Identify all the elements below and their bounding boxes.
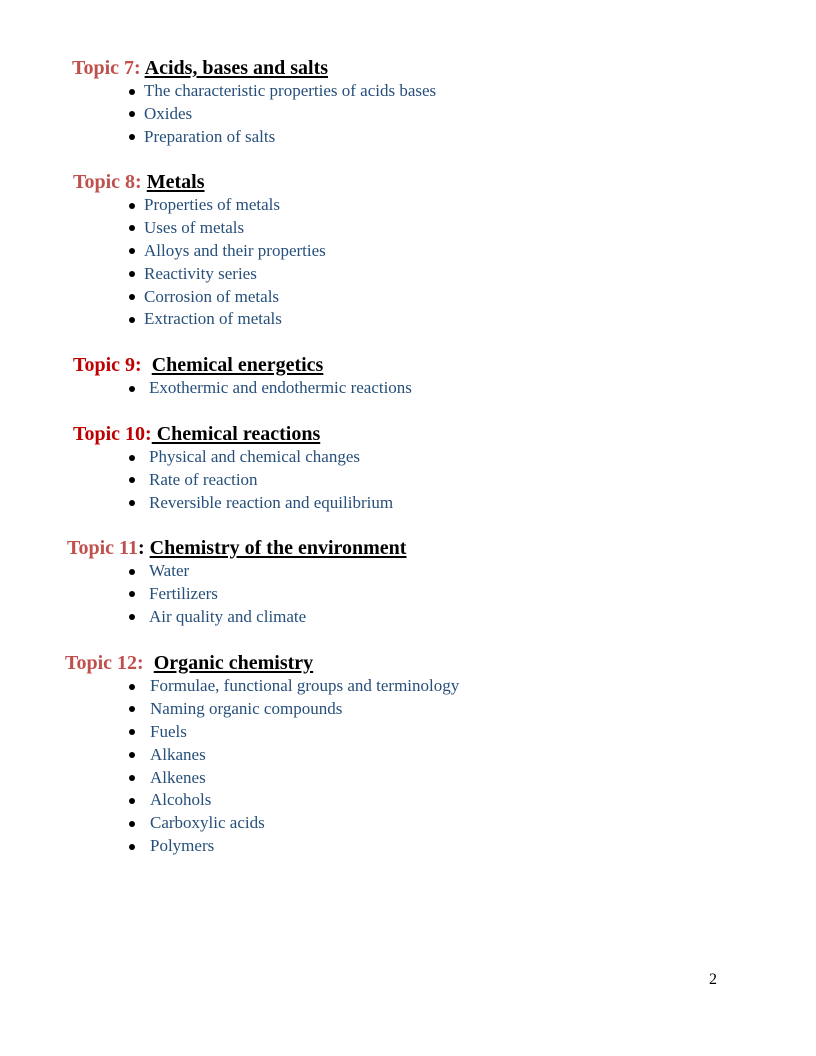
bullet-icon	[129, 271, 135, 277]
section-topic-10	[0, 422, 816, 515]
section-heading	[0, 56, 816, 80]
list-item	[129, 103, 816, 126]
list-item-text: Physical and chemical changes	[149, 447, 361, 466]
list-item-text: Alloys and their properties	[144, 240, 326, 260]
section-topic-7	[0, 56, 816, 149]
list-item	[129, 469, 816, 492]
list-item	[129, 194, 816, 217]
bullet-icon	[129, 614, 135, 620]
topic-item-list	[0, 560, 816, 629]
bullet-icon	[129, 455, 135, 461]
list-item-text: Naming organic compounds	[150, 698, 343, 718]
list-item	[129, 835, 816, 858]
topic-label: Topic 11	[67, 537, 138, 559]
bullet-icon	[129, 844, 135, 850]
list-item-text: Reversible reaction and equilibrium	[149, 492, 394, 512]
topic-item-list	[0, 446, 816, 515]
topic-label: Topic 9:	[73, 354, 142, 376]
list-item-text: Corrosion of metals	[144, 286, 280, 306]
heading-separator: :	[137, 537, 150, 559]
bullet-icon	[129, 821, 135, 827]
bullet-icon	[129, 591, 135, 597]
list-item	[129, 698, 816, 721]
topic-item-list	[0, 80, 816, 149]
topic-title: Chemistry of the environment	[149, 537, 407, 559]
topic-title: Acids, bases and salts	[144, 57, 329, 79]
list-item-text: The characteristic properties of acids bases	[144, 81, 437, 100]
bullet-icon	[129, 317, 135, 323]
list-item-text: Properties of metals	[144, 195, 280, 214]
page-number: 2	[709, 971, 717, 988]
list-item	[129, 675, 816, 698]
bullet-icon	[129, 500, 135, 506]
list-item-text: Polymers	[150, 836, 215, 856]
topic-title: Chemical reactions	[151, 423, 321, 445]
topic-label: Topic 7:	[72, 57, 141, 79]
list-item-text: Extraction of metals	[144, 309, 282, 329]
list-item	[129, 606, 816, 629]
list-item	[129, 560, 816, 583]
list-item	[129, 308, 816, 331]
section-topic-9	[0, 353, 816, 400]
bullet-icon	[129, 134, 135, 140]
list-item-text: Alkanes	[150, 744, 206, 764]
bullet-icon	[129, 569, 135, 575]
topic-label: Topic 8:	[73, 171, 142, 193]
list-item-text: Exothermic and endothermic reactions	[149, 378, 412, 397]
list-item-text: Formulae, functional groups and terminology	[150, 676, 460, 695]
section-topic-8	[0, 170, 816, 331]
list-item	[129, 583, 816, 606]
topic-title: Chemical energetics	[151, 354, 324, 376]
list-item	[129, 377, 816, 400]
topic-title: Metals	[146, 171, 205, 193]
topic-item-list	[0, 675, 816, 858]
bullet-icon	[129, 111, 135, 117]
topic-item-list	[0, 377, 816, 400]
list-item-text: Alcohols	[150, 790, 212, 810]
bullet-icon	[129, 729, 135, 735]
bullet-icon	[129, 752, 135, 758]
list-item-text: Fertilizers	[149, 583, 218, 603]
topic-item-list	[0, 194, 816, 331]
topic-title: Organic chemistry	[153, 652, 314, 674]
bullet-icon	[129, 477, 135, 483]
bullet-icon	[129, 684, 135, 690]
list-item	[129, 789, 816, 812]
list-item-text: Uses of metals	[144, 217, 245, 237]
list-item	[129, 767, 816, 790]
list-item	[129, 80, 816, 103]
heading-separator	[142, 354, 152, 376]
section-heading	[0, 170, 816, 194]
list-item	[129, 126, 816, 149]
heading-separator	[144, 652, 154, 674]
section-heading	[0, 422, 816, 446]
list-item	[129, 217, 816, 240]
topic-label: Topic 10:	[73, 423, 152, 445]
list-item-text: Rate of reaction	[149, 469, 258, 489]
bullet-icon	[129, 775, 135, 781]
list-item	[129, 492, 816, 515]
list-item-text: Alkenes	[150, 767, 206, 787]
list-item-text: Water	[149, 561, 190, 580]
section-topic-11	[0, 536, 816, 629]
list-item-text: Fuels	[150, 721, 187, 741]
bullet-icon	[129, 203, 135, 209]
section-heading	[0, 651, 816, 675]
list-item-text: Carboxylic acids	[150, 813, 265, 833]
list-item-text: Air quality and climate	[149, 606, 307, 626]
list-item	[129, 721, 816, 744]
bullet-icon	[129, 798, 135, 804]
list-item-text: Reactivity series	[144, 263, 257, 283]
list-item	[129, 263, 816, 286]
section-heading	[0, 536, 816, 560]
bullet-icon	[129, 225, 135, 231]
bullet-icon	[129, 294, 135, 300]
section-topic-12	[0, 651, 816, 858]
bullet-icon	[129, 89, 135, 95]
bullet-icon	[129, 386, 135, 392]
bullet-icon	[129, 248, 135, 254]
list-item	[129, 812, 816, 835]
topic-label: Topic 12:	[65, 652, 144, 674]
list-item	[129, 240, 816, 263]
list-item	[129, 446, 816, 469]
list-item-text: Oxides	[144, 103, 193, 123]
list-item	[129, 286, 816, 309]
section-heading	[0, 353, 816, 377]
list-item-text: Preparation of salts	[144, 126, 276, 146]
list-item	[129, 744, 816, 767]
bullet-icon	[129, 706, 135, 712]
